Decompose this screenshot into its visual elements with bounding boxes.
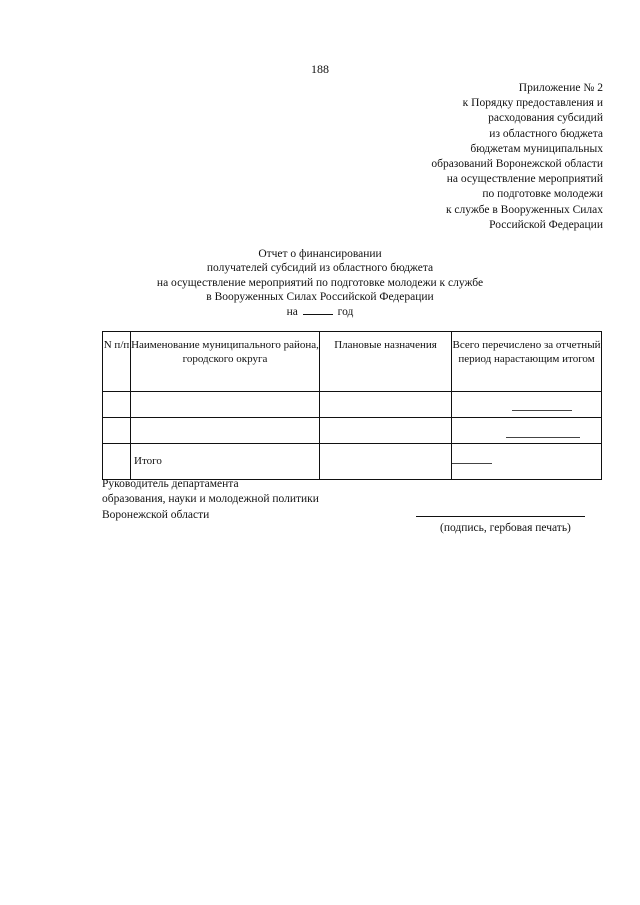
appendix-block bbox=[431, 81, 603, 233]
table-row bbox=[103, 418, 602, 444]
table-total-row bbox=[103, 444, 602, 480]
appendix-line: расходования субсидий bbox=[488, 112, 603, 125]
report-period bbox=[0, 305, 640, 319]
signer-line: образования, науки и молодежной политики bbox=[102, 493, 319, 506]
signer-line: Воронежской области bbox=[102, 508, 210, 521]
table-cell[interactable] bbox=[131, 418, 320, 444]
table-cell[interactable] bbox=[452, 444, 602, 480]
report-period-prefix: на bbox=[286, 305, 298, 318]
scan-artifact-line bbox=[452, 463, 492, 464]
total-label: Итого bbox=[131, 444, 320, 480]
table-header-row bbox=[103, 332, 602, 392]
report-period-suffix: год bbox=[337, 305, 354, 318]
report-title-line: на осуществление мероприятий по подготовке молодежи к службе bbox=[156, 276, 484, 289]
appendix-line: к службе в Вооруженных Силах bbox=[445, 203, 603, 216]
table-cell[interactable] bbox=[131, 392, 320, 418]
table-cell[interactable] bbox=[320, 418, 452, 444]
appendix-line: по подготовке молодежи bbox=[482, 188, 603, 201]
scan-artifact-line bbox=[506, 437, 580, 438]
report-title-line: Отчет о финансировании bbox=[258, 248, 382, 260]
year-blank-field[interactable] bbox=[303, 305, 333, 315]
table-cell[interactable] bbox=[103, 392, 131, 418]
signer-line: Руководитель департамента bbox=[102, 478, 239, 490]
appendix-line: из областного бюджета bbox=[489, 127, 603, 140]
table-cell[interactable] bbox=[103, 444, 131, 480]
appendix-line: образований Воронежской области bbox=[431, 158, 603, 171]
col-header-planned: Плановые назначения bbox=[320, 332, 452, 392]
signature-line[interactable] bbox=[416, 516, 585, 517]
scan-artifact-line bbox=[512, 410, 572, 411]
appendix-line: к Порядку предоставления и bbox=[462, 97, 603, 110]
col-header-municipality: Наименование муниципального района, городского округа bbox=[131, 332, 320, 392]
table-cell[interactable] bbox=[452, 418, 602, 444]
report-title bbox=[0, 247, 640, 319]
col-header-transferred-total: Всего перечислено за отчетный период нарастающим итогом bbox=[452, 332, 602, 392]
table-cell[interactable] bbox=[320, 444, 452, 480]
table-cell[interactable] bbox=[103, 418, 131, 444]
appendix-line: бюджетам муниципальных bbox=[470, 142, 603, 155]
col-header-number: N п/п bbox=[103, 332, 131, 392]
report-title-line: получателей субсидий из областного бюджета bbox=[206, 262, 434, 275]
table-cell[interactable] bbox=[452, 392, 602, 418]
appendix-line: Приложение № 2 bbox=[518, 82, 603, 94]
page-number: 188 bbox=[311, 62, 329, 76]
appendix-line: на осуществление мероприятий bbox=[446, 173, 603, 186]
report-table bbox=[102, 331, 602, 480]
signer-block bbox=[102, 477, 319, 523]
report-title-line: в Вооруженных Силах Российской Федерации bbox=[206, 291, 434, 304]
appendix-line: Российской Федерации bbox=[489, 218, 603, 231]
table-row bbox=[103, 392, 602, 418]
signature-caption: (подпись, гербовая печать) bbox=[440, 522, 571, 534]
table-cell[interactable] bbox=[320, 392, 452, 418]
